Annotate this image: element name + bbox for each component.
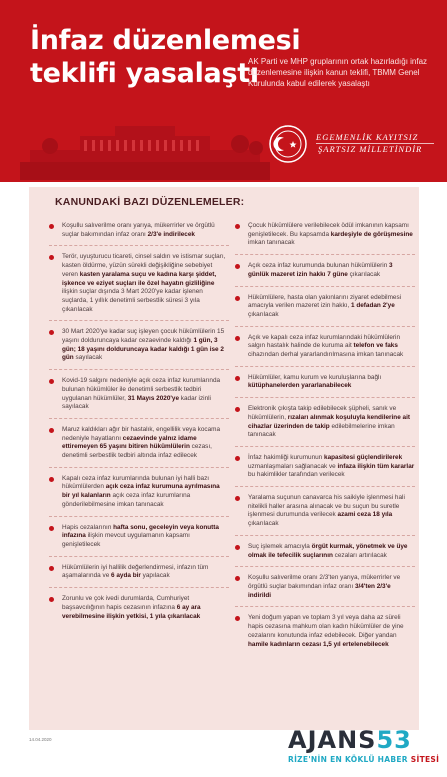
bullet-dot-icon — [235, 224, 240, 229]
regulation-text: Yeni doğum yapan ve toplam 3 yıl veya daha az süreli hapis cezasına mahkum olan kadın hükümlüler de yine cezalarını konutunda infaz edebilecek. Diğer yandan — [248, 614, 404, 639]
regulation-text: Koşullu salıverilme oranı yarıya, mükerrirler ve örgütlü suçlar bakımından infaz oranı — [62, 222, 215, 238]
regulation-text: Çocuk hükümlülere verilebilecek ödül imkanının kapsamı genişletilecek. Bu kapsamda — [248, 222, 409, 238]
regulation-text: Zorunlu ve çok ivedi durumlarda, Cumhuriyet başsavcılığının hapis cezasının infazına — [62, 595, 190, 611]
regulation-text: 30 Mart 2020'ye kadar suç işleyen çocuk hükümlülerin 15 yaşını dolduruncaya kadar cezaevinde kaldığı — [62, 328, 225, 345]
regulation-text: Açık ceza infaz kurumunda bulunan hükümlülerin — [248, 262, 390, 270]
regulation-highlight: kapasitesi güçlendirilerek — [324, 453, 403, 461]
tbmm-seal-icon — [268, 124, 308, 164]
header-banner — [0, 0, 447, 182]
watermark-name — [288, 726, 412, 754]
regulation-item — [49, 475, 229, 517]
bullet-dot-icon — [235, 336, 240, 341]
regulation-text: uzmanlaşmaları sağlanacak ve — [248, 462, 338, 470]
regulation-highlight: infaza ilişkin tüm kararlar — [337, 462, 415, 470]
watermark-name-suffix: 53 — [376, 726, 412, 754]
regulation-text: Kapalı ceza infaz kurumlarında bulunan iyi halli bazı hükümlülerden — [62, 474, 210, 491]
regulation-text: çıkarılacak — [248, 520, 279, 528]
title-line-2: teklifi yasalaştı — [30, 58, 259, 89]
regulation-item — [235, 334, 415, 367]
regulation-text: Maruz kaldıkları ağır bir hastalık, engellilik veya kocama nedeniyle hayatlarını — [62, 425, 221, 442]
regulation-text: Hükümlüler, kamu kurum ve kuruluşlarına bağlı — [248, 373, 382, 381]
parliament-building-illustration — [20, 100, 270, 180]
regulation-item — [49, 222, 229, 246]
motto-line-2: ŞARTSIZ MİLLETİNDİR — [318, 144, 423, 154]
regulation-text: çıkarılacak — [248, 310, 279, 318]
watermark-tagline-prefix: RİZE'NİN EN KÖKLÜ HABER — [288, 755, 408, 764]
regulation-highlight: hafta sonu, geceleyin veya konutta infazına — [62, 523, 219, 540]
bullet-dot-icon — [235, 576, 240, 581]
watermark-tagline — [288, 755, 439, 764]
regulation-highlight: cezaevinde yalnız idame ettiremeyen 65 yaşını bitiren hükümlülerin — [62, 434, 197, 451]
bullet-dot-icon — [49, 477, 54, 482]
date-label: 14.04.2020 — [29, 737, 52, 742]
regulation-text: Kovid-19 salgını nedeniyle açık ceza infaz kurumlarında bulunan hükümlüler ile denetimli serbestlik tedbiri uygulanan hükümlüler, — [62, 377, 221, 402]
bullet-dot-icon — [49, 428, 54, 433]
regulation-item — [235, 374, 415, 398]
regulation-highlight: 1 defadan 2'ye — [351, 302, 395, 310]
bullet-dot-icon — [235, 496, 240, 501]
regulation-item — [235, 543, 415, 567]
bullet-dot-icon — [235, 407, 240, 412]
motto-divider — [316, 143, 434, 144]
regulation-text: Hapis cezalarının — [62, 523, 114, 531]
regulation-text: Terör, uyuşturucu ticareti, cinsel saldırı ve istismar suçları, kasten öldürme, yüzün sürekli değişikliğine sebebiyet veren — [62, 253, 226, 278]
regulation-text: imkan tanınacak — [248, 239, 295, 247]
regulation-item — [49, 524, 229, 557]
bullet-dot-icon — [49, 224, 54, 229]
regulation-item — [235, 614, 415, 655]
regulation-text: İnfaz hakimliği kurumunun — [248, 453, 325, 461]
regulation-text: açık ceza infaz kurumlarına gönderilebilmesine imkan tanınacak — [62, 492, 191, 508]
bullet-dot-icon — [49, 379, 54, 384]
regulation-highlight: 2/3'e indirilecek — [147, 230, 195, 238]
regulation-text: cihazından derhal yararlandırılmasına imkan tanınacak — [248, 351, 404, 359]
regulation-text: Yaralama suçunun canavarca his saikiyle işlenmesi hali nitelikli haller arasına alınacak ve bu suçun bu suretle işlenmesi durumunda verilecek — [248, 494, 405, 519]
regulation-item — [49, 328, 229, 370]
regulation-highlight: 31 Mayıs 2020'ye — [127, 394, 179, 402]
regulation-item — [49, 377, 229, 419]
regulation-text: ilişkin mevcut uygulamanın kapsamı genişletilecek — [62, 532, 190, 548]
regulation-item — [235, 454, 415, 487]
regulation-highlight: açık ceza infaz kurumuna ayrılmasına bir yıl kalanların — [62, 483, 220, 500]
regulation-item — [49, 426, 229, 468]
regulation-item — [235, 405, 415, 447]
bullet-dot-icon — [235, 456, 240, 461]
regulation-item — [235, 294, 415, 327]
subtitle: AK Parti ve MHP gruplarının ortak hazırladığı infaz düzenlemesine ilişkin kanun teklifi, TBMM Genel Kurulunda kabul edilerek yasalaştı — [248, 57, 428, 88]
regulation-highlight: kardeşiyle de görüşmesine — [330, 230, 413, 238]
watermark-name-prefix: AJANS — [288, 726, 377, 754]
bullet-dot-icon — [49, 255, 54, 260]
regulation-item — [49, 564, 229, 588]
right-column — [235, 222, 415, 662]
regulation-item — [235, 222, 415, 255]
bullet-dot-icon — [49, 330, 54, 335]
regulation-item — [235, 494, 415, 536]
regulation-text: Koşullu salıverilme oranı 2/3'ten yarıya, mükerrirler ve örgütlü suçlar bakımından infaz oranı — [248, 574, 401, 590]
bullet-dot-icon — [235, 376, 240, 381]
regulation-text: çıkarılacak — [347, 270, 381, 278]
panel-title: KANUNDAKİ BAZI DÜZENLEMELER: — [55, 196, 245, 208]
regulation-item — [235, 262, 415, 286]
regulation-text: Suç işlemek amacıyla — [248, 542, 312, 550]
regulation-text: edilebilmelerine imkan tanınacak — [248, 422, 395, 439]
bullet-dot-icon — [235, 545, 240, 550]
regulation-text: sayılacak — [73, 354, 103, 362]
bullet-dot-icon — [49, 597, 54, 602]
regulation-highlight: telefon ve faks — [353, 342, 398, 350]
regulation-highlight: 3/4'ten 2/3'e indirildi — [248, 582, 391, 599]
bullet-dot-icon — [235, 264, 240, 269]
regulation-highlight: rızaları alınmak koşuluyla kendilerine ait cihazlar üzerinden de takip — [248, 413, 410, 430]
ajans53-watermark — [288, 726, 446, 776]
regulation-highlight: hamile kadınların cezası 1,5 yıl ertelenebilecek — [248, 640, 389, 648]
watermark-tagline-suffix: SİTESİ — [407, 755, 440, 764]
regulation-text: Açık ve kapalı ceza infaz kurumlarındaki hükümlülerin salgın hastalık halinde de kuruma ait — [248, 333, 401, 350]
regulation-text: Hükümlülerin iyi hallilik değerlendirmesi, infazın tüm aşamalarında ve — [62, 563, 209, 580]
regulation-highlight: örgüt kurmak, yönetmek ve üye olmak ile tefecilik suçlarının — [248, 542, 408, 559]
regulation-text: ilişkin suçlar dışında 3 Mart 2020'ye kadar işlenen suçlarda, 1 yıllık denetimli serbestlik süresi 3 yıla çıkarılacak — [62, 288, 203, 313]
regulation-highlight: 6 ayda bir — [111, 572, 141, 580]
bullet-dot-icon — [235, 616, 240, 621]
regulation-text: cezaları artırılacak — [332, 551, 387, 559]
regulation-text: yapılacak — [140, 572, 170, 580]
bullet-dot-icon — [49, 526, 54, 531]
regulation-item — [49, 253, 229, 321]
regulation-item — [49, 595, 229, 627]
regulation-highlight: 6 ay ara verebilmesine ilişkin yetkisi, 1 yıla çıkarılacak — [62, 603, 201, 620]
regulation-highlight: 3 günlük mazeret izin hakkı 7 güne — [248, 262, 393, 278]
regulation-highlight: kasten yaralama suçu ve kadına karşı şiddet, işkence ve eziyet suçları ile özel hayatın gizliliğine — [62, 270, 217, 287]
regulation-highlight: kütüphanelerden yararlanabilecek — [248, 382, 352, 390]
regulation-highlight: 1 gün, 3 gün; 18 yaşını dolduruncaya kadar kaldığı 1 gün ise 2 gün — [62, 337, 224, 362]
title-line-1: İnfaz düzenlemesi — [30, 25, 301, 56]
bullet-dot-icon — [49, 566, 54, 571]
regulation-text: kadar izinli sayılacak — [62, 394, 211, 411]
left-column — [49, 222, 229, 634]
bullet-dot-icon — [235, 296, 240, 301]
regulation-text: bu hakimlikler tarafından verilecek — [248, 471, 345, 479]
regulation-highlight: azami ceza 18 yıla — [337, 511, 393, 519]
regulation-text: Elektronik çıkışta takip edilebilecek şüpheli, sanık ve hükümlülerin, — [248, 405, 397, 421]
regulation-item — [235, 574, 415, 607]
regulation-text: cezası, denetimli serbestlik tedbiri altında infaz edilecek — [62, 443, 212, 460]
motto-line-1: EGEMENLİK KAYITSIZ — [316, 132, 419, 142]
regulation-text: Hükümlülere, hasta olan yakınlarını ziyaret edebilmesi amacıyla verilen mazeret izin hakkı, — [248, 293, 402, 310]
